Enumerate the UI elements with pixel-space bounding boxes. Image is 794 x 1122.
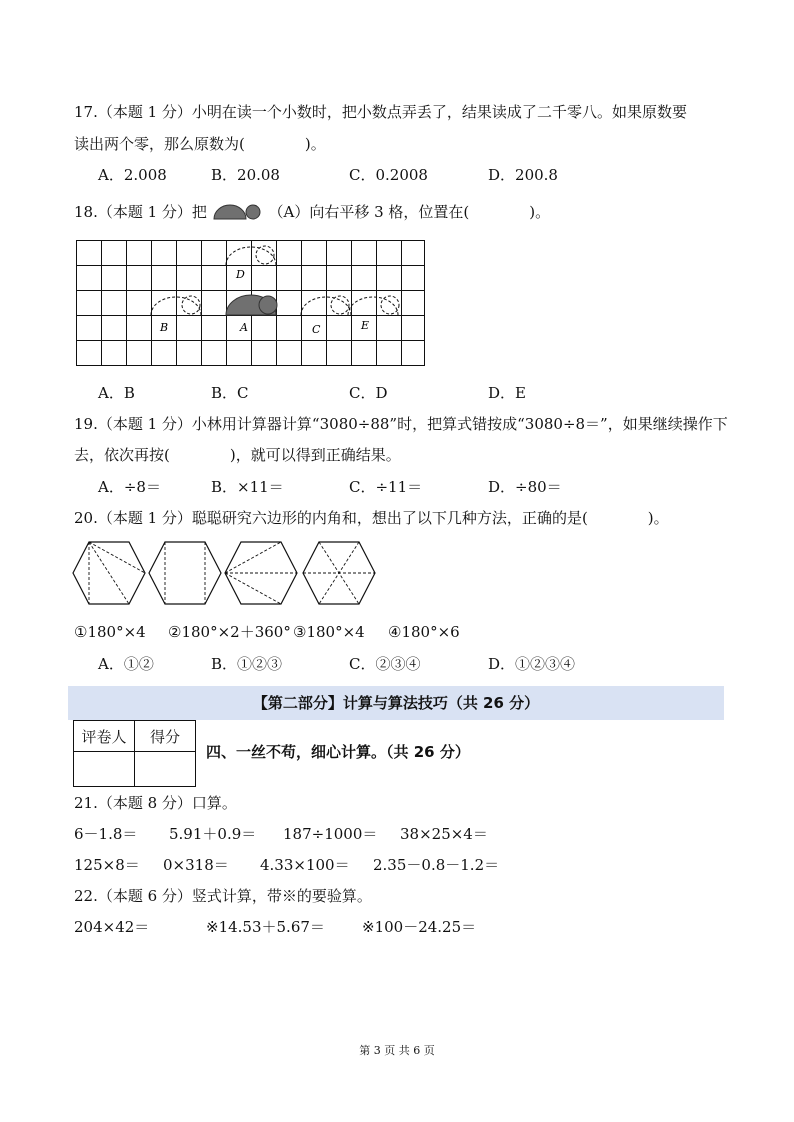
q17-option-b: B．20.08: [211, 166, 280, 184]
score-header: 得分: [135, 721, 196, 752]
score-cell: [135, 752, 196, 787]
q19-line2: [74, 445, 401, 465]
method-4: ④180°×6: [388, 623, 460, 641]
vertical-calc-item: ※14.53＋5.67＝: [206, 918, 325, 936]
q20-option-a: A．①②: [98, 655, 154, 673]
q19-option-c: C．÷11＝: [349, 478, 423, 496]
label-e: E: [361, 319, 370, 332]
calc-item: 5.91＋0.9＝: [169, 825, 257, 843]
method-2: ②180°×2＋360°: [168, 623, 291, 641]
method-1: ①180°×4: [74, 623, 146, 641]
q18-stem-part: 18.（本题 1 分）把: [74, 203, 207, 221]
hexagon-2-icon: [149, 542, 221, 604]
score-table: [73, 720, 196, 787]
translation-grid: [76, 240, 426, 370]
page-number: 第 3 页 共 6 页: [359, 1044, 435, 1057]
q17-option-d: D．200.8: [488, 166, 558, 184]
calc-item: 125×8＝: [74, 856, 140, 874]
q18-stem-end: )。: [529, 203, 551, 221]
hexagon-4-icon: [303, 542, 375, 604]
q19-stem-part: 去，依次再按(: [74, 446, 170, 464]
q20-stem-part: 20.（本题 1 分）聪聪研究六边形的内角和，想出了以下几种方法，正确的是(: [74, 509, 588, 527]
label-c: C: [312, 323, 321, 336]
vertical-calc-item: 204×42＝: [74, 918, 150, 936]
q17-line1: 17.（本题 1 分）小明在读一个小数时，把小数点弄丢了，结果读成了二千零八。如果原数要: [74, 103, 687, 121]
vertical-calc-item: ※100－24.25＝: [362, 918, 477, 936]
q19-stem-end: )，就可以得到正确结果。: [229, 446, 401, 464]
hexagon-3-icon: [225, 542, 297, 604]
section-banner: 【第二部分】计算与算法技巧（共 26 分）: [68, 686, 724, 720]
shape-a-icon: [212, 201, 264, 221]
q18-option-c: C．D: [349, 384, 388, 402]
q19-option-b: B．×11＝: [211, 478, 284, 496]
q18-stem-mid: （A）向右平移 3 格，位置在(: [268, 203, 470, 221]
q17-option-a: A．2.008: [98, 166, 167, 184]
q18-option-a: A．B: [98, 384, 135, 402]
q20-option-c: C．②③④: [349, 655, 421, 673]
hexagon-1-icon: [73, 542, 145, 604]
calc-item: 2.35－0.8－1.2＝: [373, 856, 500, 874]
q20-option-b: B．①②③: [211, 655, 283, 673]
q20-line: [74, 508, 669, 528]
calc-item: 187÷1000＝: [283, 825, 378, 843]
shape-e-icon: [348, 296, 399, 315]
calc-item: 38×25×4＝: [400, 825, 488, 843]
grader-cell: [74, 752, 135, 787]
q18-option-d: D．E: [488, 384, 526, 402]
q17-stem-part: 读出两个零，那么原数为(: [74, 135, 245, 153]
q22-title: 22.（本题 6 分）竖式计算，带※的要验算。: [74, 887, 372, 905]
q18-option-b: B．C: [211, 384, 249, 402]
hexagon-figures: [70, 540, 382, 608]
q19-line1: 19.（本题 1 分）小林用计算器计算“3080÷88”时，把算式错按成“3080÷8＝”，如果继续操作下: [74, 415, 728, 433]
calc-item: 4.33×100＝: [260, 856, 350, 874]
label-a: A: [240, 321, 248, 334]
q17-stem-end: )。: [304, 135, 326, 153]
label-b: B: [160, 321, 169, 334]
grader-header: 评卷人: [74, 721, 135, 752]
q19-option-a: A．÷8＝: [98, 478, 161, 496]
q17-option-c: C．0.2008: [349, 166, 428, 184]
q18-line: [74, 201, 550, 222]
calc-item: 0×318＝: [163, 856, 229, 874]
q19-option-d: D．÷80＝: [488, 478, 562, 496]
shape-a-grid-icon: [226, 295, 277, 315]
part4-heading: 四、一丝不苟，细心计算。（共 26 分）: [206, 743, 470, 761]
q20-option-d: D．①②③④: [488, 655, 576, 673]
label-d: D: [236, 268, 245, 281]
q17-line2: [74, 134, 326, 154]
calc-item: 6－1.8＝: [74, 825, 138, 843]
method-3: ③180°×4: [293, 623, 365, 641]
q21-title: 21.（本题 8 分）口算。: [74, 794, 237, 812]
q20-stem-end: )。: [647, 509, 669, 527]
